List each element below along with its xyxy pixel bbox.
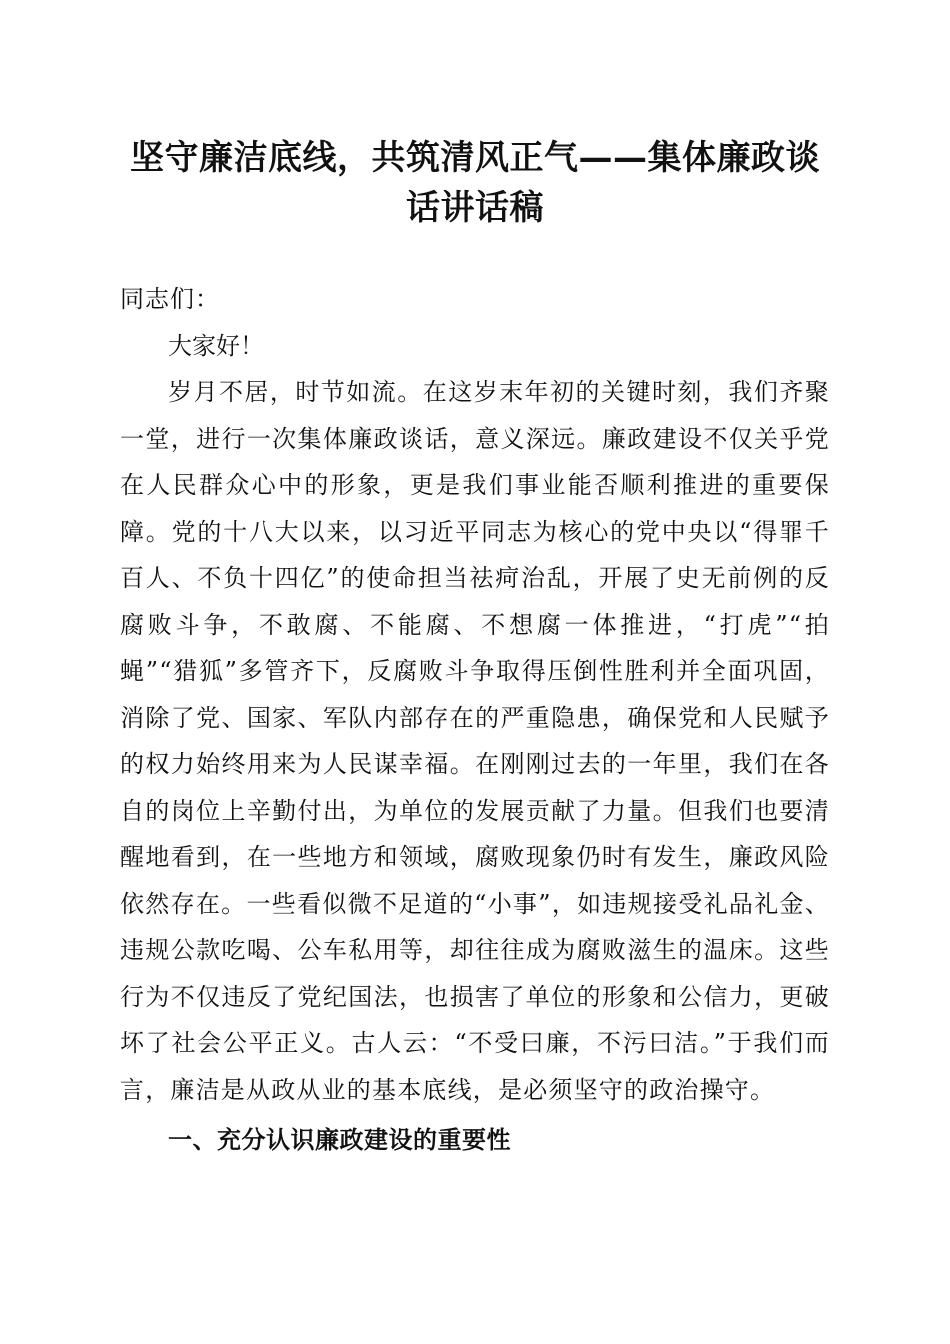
greeting: 大家好！ — [168, 331, 264, 360]
section-heading-1: 一、充分认识廉政建设的重要性 — [168, 1126, 511, 1154]
document-title — [110, 133, 840, 233]
title-line-2: 话讲话稿 — [406, 188, 544, 228]
salutation: 同志们： — [120, 285, 220, 313]
document-body — [120, 276, 830, 1164]
title-line-1: 坚守廉洁底线，共筑清风正气——集体廉政谈 — [130, 138, 820, 178]
paragraph-1: 岁月不居，时节如流。在这岁末年初的关键时刻，我们齐聚一堂，进行一次集体廉政谈话，意义深远。廉政建设不仅关乎党在人民群众心中的形象，更是我们事业能否顺利推进的重要保障。党的十八大以来，以习近平同志为核心的党中央以“得罪千百人、不负十四亿”的使命担当祛疴治乱，开展了史无前例的反腐败斗争，不敢腐、不能腐、不想腐一体推进，“打虎”“拍蝇”“猎狐”多管齐下，反腐败斗争取得压倒性胜利并全面巩固，消除了党、国家、军队内部存在的严重隐患，确保党和人民赋予的权力始终用来为人民谋幸福。在刚刚过去的一年里，我们在各自的岗位上辛勤付出，为单位的发展贡献了力量。但我们也要清醒地看到，在一些地方和领域，腐败现象仍时有发生，廉政风险依然存在。一些看似微不足道的“小事”，如违规接受礼品礼金、违规公款吃喝、公车私用等，却往往成为腐败滋生的温床。这些行为不仅违反了党纪国法，也损害了单位的形象和公信力，更破坏了社会公平正义。古人云：“不受曰廉，不污曰洁。”于我们而言，廉洁是从政从业的基本底线，是必须坚守的政治操守。 — [120, 378, 830, 1104]
